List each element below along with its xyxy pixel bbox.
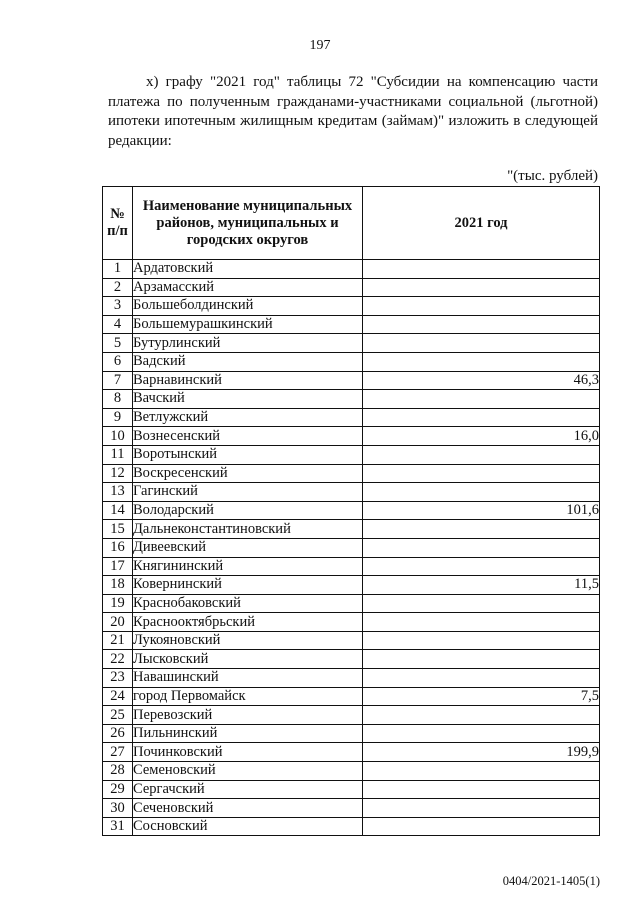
- table-row: [103, 501, 600, 520]
- document-code: 0404/2021-1405(1): [502, 874, 600, 888]
- subsidy-value: 7,5: [363, 687, 600, 706]
- row-number: 27: [103, 743, 133, 762]
- subsidy-value: 16,0: [363, 427, 600, 446]
- table-row: [103, 371, 600, 390]
- row-number: 10: [103, 427, 133, 446]
- municipality-name: Ардатовский: [133, 260, 363, 279]
- subsidy-value: [363, 483, 600, 502]
- table-row: [103, 724, 600, 743]
- municipality-name: Варнавинский: [133, 371, 363, 390]
- table-body: [103, 260, 600, 836]
- header-number: № п/п: [103, 187, 133, 260]
- subsidy-value: [363, 297, 600, 316]
- intro-paragraph: х) графу "2021 год" таблицы 72 "Субсидии на компенсацию части платежа по полученным гражданами-участниками социальной (льготной) ипотеки ипотечным жилищным кредитам (займам)" изложить в следующей редакции:: [108, 74, 598, 149]
- municipality-name: Арзамасский: [133, 278, 363, 297]
- table-row: [103, 427, 600, 446]
- table-header-row: [103, 187, 600, 260]
- municipality-name: Лукояновский: [133, 631, 363, 650]
- municipality-name: Дивеевский: [133, 538, 363, 557]
- subsidy-value: [363, 706, 600, 725]
- subsidy-value: [363, 334, 600, 353]
- table-row: [103, 799, 600, 818]
- subsidy-value: [363, 613, 600, 632]
- row-number: 23: [103, 669, 133, 688]
- row-number: 28: [103, 762, 133, 781]
- municipality-name: Сосновский: [133, 817, 363, 836]
- row-number: 6: [103, 352, 133, 371]
- subsidy-value: [363, 799, 600, 818]
- table-row: [103, 576, 600, 595]
- subsidy-value: [363, 390, 600, 409]
- subsidy-value: [363, 669, 600, 688]
- table-row: [103, 613, 600, 632]
- subsidy-table: [102, 186, 600, 836]
- row-number: 24: [103, 687, 133, 706]
- table-row: [103, 780, 600, 799]
- row-number: 11: [103, 445, 133, 464]
- table-row: [103, 483, 600, 502]
- row-number: 13: [103, 483, 133, 502]
- row-number: 5: [103, 334, 133, 353]
- municipality-name: Гагинский: [133, 483, 363, 502]
- row-number: 8: [103, 390, 133, 409]
- row-number: 30: [103, 799, 133, 818]
- table-row: [103, 278, 600, 297]
- subsidy-value: [363, 631, 600, 650]
- table-row: [103, 669, 600, 688]
- row-number: 4: [103, 315, 133, 334]
- row-number: 15: [103, 520, 133, 539]
- row-number: 25: [103, 706, 133, 725]
- municipality-name: Сеченовский: [133, 799, 363, 818]
- table-row: [103, 297, 600, 316]
- row-number: 20: [103, 613, 133, 632]
- table-row: [103, 352, 600, 371]
- municipality-name: Лысковский: [133, 650, 363, 669]
- row-number: 18: [103, 576, 133, 595]
- table-row: [103, 464, 600, 483]
- table-row: [103, 315, 600, 334]
- subsidy-value: [363, 557, 600, 576]
- subsidy-value: [363, 724, 600, 743]
- table-row: [103, 520, 600, 539]
- table-row: [103, 743, 600, 762]
- municipality-name: Большемурашкинский: [133, 315, 363, 334]
- municipality-name: Сергачский: [133, 780, 363, 799]
- table-row: [103, 706, 600, 725]
- table-row: [103, 557, 600, 576]
- subsidy-value: [363, 520, 600, 539]
- header-municipality: Наименование муниципальных районов, муниципальных и городских округов: [133, 187, 363, 260]
- municipality-name: Воротынский: [133, 445, 363, 464]
- municipality-name: Вадский: [133, 352, 363, 371]
- municipality-name: Дальнеконстантиновский: [133, 520, 363, 539]
- subsidy-value: [363, 817, 600, 836]
- subsidy-value: [363, 445, 600, 464]
- table-row: [103, 687, 600, 706]
- table-row: [103, 260, 600, 279]
- subsidy-value: [363, 464, 600, 483]
- municipality-name: Навашинский: [133, 669, 363, 688]
- municipality-name: Краснобаковский: [133, 594, 363, 613]
- municipality-name: Ковернинский: [133, 576, 363, 595]
- subsidy-value: 11,5: [363, 576, 600, 595]
- subsidy-value: [363, 260, 600, 279]
- row-number: 21: [103, 631, 133, 650]
- subsidy-value: [363, 538, 600, 557]
- table-row: [103, 817, 600, 836]
- municipality-name: Большеболдинский: [133, 297, 363, 316]
- row-number: 7: [103, 371, 133, 390]
- table-row: [103, 334, 600, 353]
- table-row: [103, 594, 600, 613]
- municipality-name: город Первомайск: [133, 687, 363, 706]
- row-number: 17: [103, 557, 133, 576]
- table-row: [103, 390, 600, 409]
- row-number: 22: [103, 650, 133, 669]
- subsidy-value: [363, 315, 600, 334]
- subsidy-value: 199,9: [363, 743, 600, 762]
- row-number: 31: [103, 817, 133, 836]
- row-number: 1: [103, 260, 133, 279]
- table-row: [103, 650, 600, 669]
- municipality-name: Пильнинский: [133, 724, 363, 743]
- subsidy-value: [363, 408, 600, 427]
- municipality-name: Краснооктябрьский: [133, 613, 363, 632]
- subsidy-value: [363, 780, 600, 799]
- row-number: 2: [103, 278, 133, 297]
- table-row: [103, 408, 600, 427]
- municipality-name: Вачский: [133, 390, 363, 409]
- table-row: [103, 445, 600, 464]
- subsidy-value: 101,6: [363, 501, 600, 520]
- municipality-name: Бутурлинский: [133, 334, 363, 353]
- municipality-name: Починковский: [133, 743, 363, 762]
- table-row: [103, 538, 600, 557]
- page-number: 197: [309, 38, 331, 53]
- subsidy-value: 46,3: [363, 371, 600, 390]
- table-row: [103, 762, 600, 781]
- row-number: 26: [103, 724, 133, 743]
- subsidy-value: [363, 650, 600, 669]
- municipality-name: Перевозский: [133, 706, 363, 725]
- subsidy-value: [363, 594, 600, 613]
- row-number: 9: [103, 408, 133, 427]
- municipality-name: Княгининский: [133, 557, 363, 576]
- municipality-name: Семеновский: [133, 762, 363, 781]
- row-number: 16: [103, 538, 133, 557]
- row-number: 19: [103, 594, 133, 613]
- subsidy-value: [363, 762, 600, 781]
- row-number: 3: [103, 297, 133, 316]
- subsidy-value: [363, 352, 600, 371]
- header-year-2021: 2021 год: [363, 187, 600, 260]
- row-number: 12: [103, 464, 133, 483]
- units-note: "(тыс. рублей): [507, 168, 598, 184]
- municipality-name: Вознесенский: [133, 427, 363, 446]
- municipality-name: Воскресенский: [133, 464, 363, 483]
- table-row: [103, 631, 600, 650]
- row-number: 14: [103, 501, 133, 520]
- municipality-name: Володарский: [133, 501, 363, 520]
- subsidy-value: [363, 278, 600, 297]
- row-number: 29: [103, 780, 133, 799]
- municipality-name: Ветлужский: [133, 408, 363, 427]
